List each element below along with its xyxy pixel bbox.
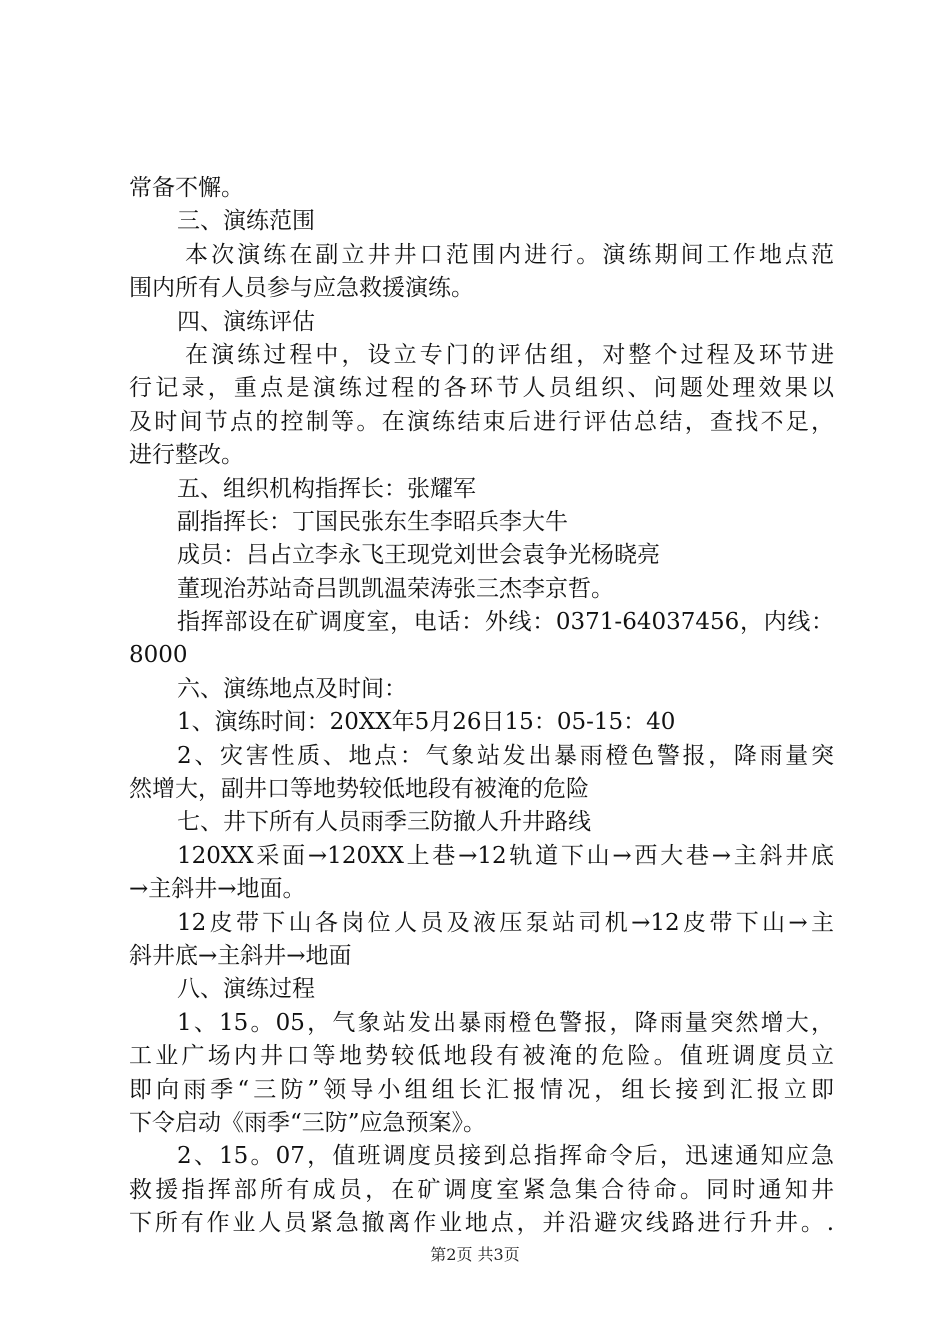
text-line: 即向雨季“三防”领导小组组长汇报情况，组长接到汇报立即 (129, 1076, 834, 1103)
document-body (129, 172, 834, 1241)
text-line: 成员：吕占立李永飞王现党刘世会袁争光杨晓亮 (177, 542, 660, 569)
section-heading-drill-process: 八、演练过程 (177, 976, 315, 1003)
text-line: 斜井底→主斜井→地面 (129, 942, 352, 969)
text-line: 1、15。05，气象站发出暴雨橙色警报，降雨量突然增大， (177, 1009, 834, 1036)
text-line: 下所有作业人员紧急撤离作业地点，并沿避灾线路进行升井。. (129, 1210, 834, 1237)
text-line: 下令启动《雨季“三防”应急预案》。 (129, 1109, 487, 1136)
text-line: 2、灾害性质、地点：气象站发出暴雨橙色警报，降雨量突 (177, 742, 834, 769)
text-line: 副指挥长：丁国民张东生李昭兵李大牛 (177, 508, 568, 535)
text-line: 行记录，重点是演练过程的各环节人员组织、问题处理效果以 (129, 375, 834, 402)
section-heading-evaluation: 四、演练评估 (177, 308, 315, 335)
section-heading-organization: 五、组织机构指挥长：张耀军 (177, 475, 476, 502)
section-heading-location-time: 六、演练地点及时间： (177, 675, 407, 702)
text-line: 救援指挥部所有成员，在矿调度室紧急集合待命。同时通知井 (129, 1176, 834, 1203)
text-line: 围内所有人员参与应急救援演练。 (129, 275, 474, 302)
text-line: 1、演练时间：20XX年5月26日15：05-15：40 (177, 709, 676, 736)
text-line: 本次演练在副立井井口范围内进行。演练期间工作地点范 (185, 241, 834, 268)
section-heading-scope: 三、演练范围 (177, 208, 315, 235)
text-line: 进行整改。 (129, 442, 244, 469)
text-line: 然增大，副井口等地势较低地段有被淹的危险 (129, 776, 589, 803)
text-line: 董现治苏站奇吕凯凯温荣涛张三杰李京哲。 (177, 575, 614, 602)
text-line: 12皮带下山各岗位人员及液压泵站司机→12皮带下山→主 (177, 909, 834, 936)
page-number-footer: 第2页 共3页 (430, 1245, 520, 1264)
text-line: 120XX采面→120XX上巷→12轨道下山→西大巷→主斜井底 (177, 842, 834, 869)
text-line: 2、15。07，值班调度员接到总指挥命令后，迅速通知应急 (177, 1143, 834, 1170)
text-line: 指挥部设在矿调度室，电话：外线：0371-64037456，内线： (177, 609, 834, 636)
text-line: 常备不懈。 (129, 175, 244, 201)
text-line: →主斜井→地面。 (129, 876, 306, 903)
text-line: 8000 (129, 642, 188, 669)
text-line: 工业广场内井口等地势较低地段有被淹的危险。值班调度员立 (129, 1043, 834, 1070)
section-heading-evacuation-route: 七、井下所有人员雨季三防撤人升井路线 (177, 809, 591, 836)
text-line: 及时间节点的控制等。在演练结束后进行评估总结，查找不足， (129, 408, 834, 435)
text-line: 在演练过程中，设立专门的评估组，对整个过程及环节进 (185, 341, 834, 368)
